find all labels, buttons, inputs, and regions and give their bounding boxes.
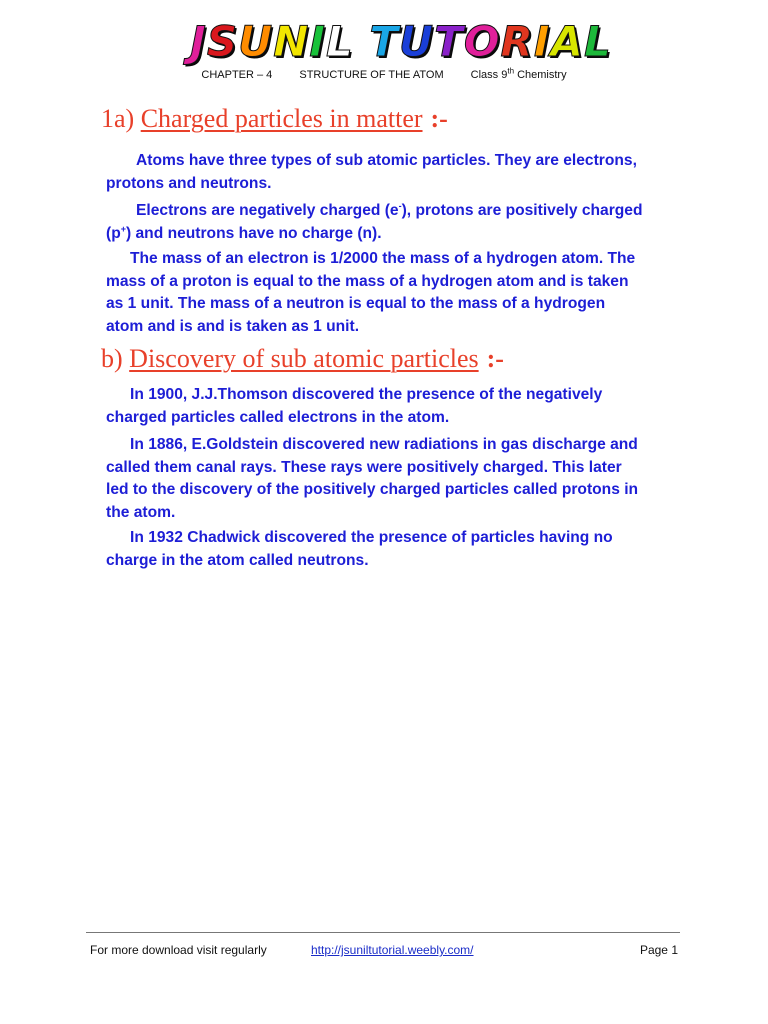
footer-divider xyxy=(86,932,680,933)
section-a-paragraph-1: Atoms have three types of sub atomic particles. They are electrons, protons and neutrons. xyxy=(106,152,637,192)
section-b-paragraph-1: In 1900, J.J.Thomson discovered the presence of the negatively charged particles called electrons in the atom. xyxy=(106,386,603,426)
section-a-paragraph-2: Electrons are negatively charged (e-), protons are positively charged (p+) and neutrons have no charge (n). xyxy=(106,200,643,242)
page-number: Page 1 xyxy=(639,943,678,957)
section-a-heading: 1a) Charged particles in matter :- xyxy=(101,104,448,133)
class-label: Class 9th Chemistry xyxy=(470,66,567,81)
logo-text: JSUNIL TUTORIAL xyxy=(190,17,612,66)
section-a-paragraph-3: The mass of an electron is 1/2000 the mass of a hydrogen atom. The mass of a proton is equal to the mass of a hydrogen atom and is taken as 1 unit. The mass of a neutron is equal to the mass of a hydrogen atom and is and is taken as 1 unit. xyxy=(106,250,636,335)
chapter-label: CHAPTER – 4 xyxy=(201,68,273,81)
site-logo xyxy=(186,18,616,66)
section-b-paragraph-3: In 1932 Chadwick discovered the presence of particles having no charge in the atom called neutrons. xyxy=(106,529,613,569)
section-b-paragraph-2: In 1886, E.Goldstein discovered new radiations in gas discharge and called them canal rays. These rays were positively charged. This later led to the discovery of the positively charged particles called protons in the atom. xyxy=(106,436,639,521)
section-a-title: Charged particles in matter xyxy=(140,104,423,133)
section-b-title: Discovery of sub atomic particles xyxy=(129,344,479,373)
footer-note: For more download visit regularly xyxy=(90,943,267,957)
page-header xyxy=(0,66,768,81)
section-b-heading: b) Discovery of sub atomic particles :- xyxy=(101,344,504,373)
footer-website-link[interactable]: http://jsuniltutorial.weebly.com/ xyxy=(311,943,474,957)
topic-label: STRUCTURE OF THE ATOM xyxy=(299,68,444,81)
